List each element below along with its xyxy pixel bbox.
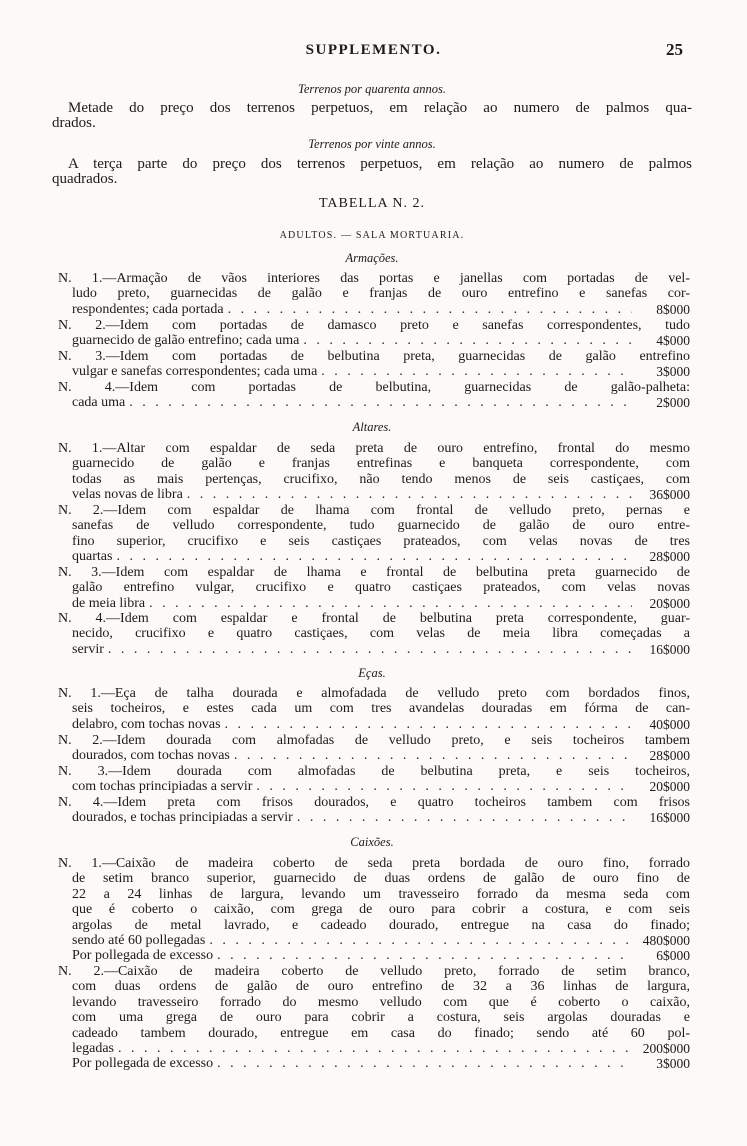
item-line: N. 4.—Idem com espaldar e frontal de belbutina preta correspondente, guar- (58, 611, 690, 626)
item-line: N. 3.—Idem com espaldar de lhama e frontal de belbutina preta guarnecido de (58, 565, 690, 580)
list-item (58, 764, 690, 795)
item-line-extra (58, 948, 690, 963)
leader-dots (104, 642, 632, 657)
paragraph-line: drados. (52, 115, 96, 131)
item-line: galão entrefino vulgar, crucifixo e quatro castiçaes prateados, com velas novas (72, 580, 690, 596)
item-text: vulgar e sanefas correspondentes; cada uma (72, 364, 318, 380)
item-text: de meia libra (72, 595, 146, 611)
item-line-last (58, 717, 690, 732)
list-item (58, 271, 690, 317)
list-item (58, 733, 690, 764)
item-line-last (58, 779, 690, 794)
item-text: respondentes; cada portada (72, 301, 224, 317)
item-line: N. 1.—Caixão de madeira coberto de seda preta bordada de ouro fino, forrado (58, 856, 690, 871)
list-item (58, 565, 690, 611)
item-text: Por pollegada de excesso (72, 1056, 214, 1072)
item-text: quartas (72, 549, 113, 565)
item-line: necido, crucifixo e quatro castiçaes, com velas de meia libra começadas a (72, 626, 690, 642)
item-text: legadas (72, 1041, 114, 1057)
list-item (58, 795, 690, 826)
item-price: 3$000 (656, 364, 690, 380)
list-item (58, 964, 690, 1072)
item-text: com tochas principiadas a servir (72, 779, 253, 795)
item-price: 6$000 (656, 948, 690, 964)
leader-dots (213, 948, 630, 963)
leader-dots (145, 596, 632, 611)
item-line: N. 4.—Idem com portadas de belbutina, guarnecidas de galão-palheta: (58, 380, 690, 395)
item-price: 20$000 (649, 779, 690, 795)
paragraph-line: A terça parte do preço dos terrenos perpetuos, em relação ao numero de palmos (68, 156, 692, 172)
item-line: com uma grega de ouro para cobrir a costura, seis argolas douradas e (72, 1010, 690, 1026)
item-line-last (58, 810, 690, 825)
page-number: 25 (666, 40, 683, 59)
item-line: ludo preto, guarnecidas de galão e franjas de ouro entrefino e sanefas cor- (72, 286, 690, 302)
leader-dots (299, 333, 632, 348)
item-line-last (58, 487, 690, 502)
section-title-ecas: Eças. (358, 666, 386, 680)
list-item (58, 380, 690, 411)
item-line: N. 1.—Altar com espaldar de seda preta de ouro entrefino, frontal do mesmo (58, 441, 690, 456)
item-line-last (58, 364, 690, 379)
item-line-last (58, 302, 690, 317)
paragraph-line: Metade do preço dos terrenos perpetuos, em relação ao numero de palmos qua- (68, 100, 692, 116)
item-line-last (58, 596, 690, 611)
item-text: dourados, com tochas novas (72, 748, 230, 764)
leader-dots (221, 717, 632, 732)
item-price: 28$000 (649, 748, 690, 764)
item-line-last (58, 549, 690, 564)
item-text: guarnecido de galão entrefino; cada uma (72, 333, 300, 349)
list-item (58, 349, 690, 380)
table-title: TABELLA N. 2. (319, 196, 425, 211)
item-line: sanefas de velludo correspondente, tudo guarnecido de galão de ouro entre- (72, 518, 690, 534)
item-line-last (58, 748, 690, 763)
leader-dots (213, 1056, 630, 1071)
item-line: levando travesseiro forrado do mesmo velludo com que é coberto o caixão, (72, 994, 690, 1010)
item-line: N. 1.—Armação de vãos interiores das portas e janellas com portadas de vel- (58, 271, 690, 286)
leader-dots (112, 549, 632, 564)
item-price: 16$000 (649, 641, 690, 657)
leader-dots (252, 779, 632, 794)
paragraph-quarenta (52, 101, 692, 131)
item-line: 22 a 24 linhas de largura, levando um travesseiro forrado da mesma seda com (72, 886, 690, 902)
section-title-vinte: Terrenos por vinte annos. (308, 137, 436, 151)
running-title: SUPPLEMENTO. (305, 42, 442, 58)
section-title-altares: Altares. (352, 420, 392, 434)
list-item (58, 318, 690, 349)
list-item (58, 611, 690, 657)
item-line-last (58, 1041, 690, 1056)
item-price: 20$000 (649, 595, 690, 611)
item-line: argolas de metal lavrado, e cadeado dourado, entregue na casa do finado; (72, 917, 690, 933)
list-item (58, 856, 690, 964)
item-text: delabro, com tochas novas (72, 716, 221, 732)
leader-dots (230, 748, 632, 763)
item-line: N. 3.—Idem dourada com almofadas de belbutina preta, e seis tocheiros, (58, 764, 690, 779)
page-header (0, 42, 747, 66)
leader-dots (114, 1041, 630, 1056)
item-price: 480$000 (642, 933, 690, 949)
item-line: seis tocheiros, e estes cada um com tres avandelas douradas em fórma de can- (72, 701, 690, 717)
item-line: fino superior, crucifixo e seis castiçaes prateados, com velas novas de tres (72, 533, 690, 549)
section-title-caixoes: Caixões. (350, 835, 394, 849)
item-price: 200$000 (642, 1041, 690, 1057)
table-subtitle: ADULTOS. — SALA MORTUARIA. (279, 230, 465, 241)
section-title-armacoes: Armações. (345, 251, 399, 265)
item-text: servir (72, 641, 104, 657)
item-line-last (58, 642, 690, 657)
leader-dots (183, 487, 632, 502)
item-text: velas novas de libra (72, 487, 183, 503)
leader-dots (125, 395, 632, 410)
item-text: dourados, e tochas principiadas a servir (72, 810, 293, 826)
item-price: 3$000 (656, 1056, 690, 1072)
item-line: com duas ordens de galão de ouro entrefino de 32 a 36 linhas de largura, (72, 979, 690, 995)
item-line: N. 4.—Idem preta com frisos dourados, e quatro tocheiros tambem com frisos (58, 795, 690, 810)
item-price: 40$000 (649, 716, 690, 732)
paragraph-vinte (52, 157, 692, 187)
item-line: de setim branco superior, guarnecido de duas ordens de galão de ouro fino de (72, 871, 690, 887)
item-text: Por pollegada de excesso (72, 948, 214, 964)
item-line: N. 2.—Idem dourada com almofadas de velludo preto, e seis tocheiros tambem (58, 733, 690, 748)
item-line: que é coberto o caixão, com grega de ouro para cobrir a costura, e com seis (72, 902, 690, 918)
list-item (58, 503, 690, 565)
item-price: 2$000 (656, 395, 690, 411)
item-line-last (58, 933, 690, 948)
item-line: cadeado tambem dourado, entregue em casa do finado; sendo até 60 pol- (72, 1025, 690, 1041)
paragraph-line: quadrados. (52, 171, 118, 187)
item-line-last (58, 333, 690, 348)
item-price: 36$000 (649, 487, 690, 503)
section-title-quarenta: Terrenos por quarenta annos. (298, 82, 446, 96)
list-item (58, 686, 690, 732)
item-text: sendo até 60 pollegadas (72, 933, 206, 949)
item-line: N. 1.—Eça de talha dourada e almofadada de velludo preto com bordados finos, (58, 686, 690, 701)
item-line: todas as mais pertenças, crucifixo, não tendo menos de seis castiçaes, com (72, 471, 690, 487)
item-line: N. 3.—Idem com portadas de belbutina preta, guarnecidas de galão entrefino (58, 349, 690, 364)
leader-dots (205, 933, 630, 948)
item-line-last (58, 395, 690, 410)
item-line: guarnecido de galão e franjas entrefinas e banqueta correspondente, com (72, 456, 690, 472)
item-price: 4$000 (656, 333, 690, 349)
item-line: N. 2.—Idem com portadas de damasco preto e sanefas correspondentes, tudo (58, 318, 690, 333)
item-price: 28$000 (649, 549, 690, 565)
item-line-extra (58, 1056, 690, 1071)
item-text: cada uma (72, 395, 126, 411)
leader-dots (224, 302, 632, 317)
item-line: N. 2.—Caixão de madeira coberto de velludo preto, forrado de setim branco, (58, 964, 690, 979)
item-line: N. 2.—Idem com espaldar de lhama com frontal de velludo preto, pernas e (58, 503, 690, 518)
item-price: 16$000 (649, 810, 690, 826)
leader-dots (317, 364, 632, 379)
leader-dots (293, 810, 632, 825)
item-price: 8$000 (656, 301, 690, 317)
list-item (58, 441, 690, 503)
